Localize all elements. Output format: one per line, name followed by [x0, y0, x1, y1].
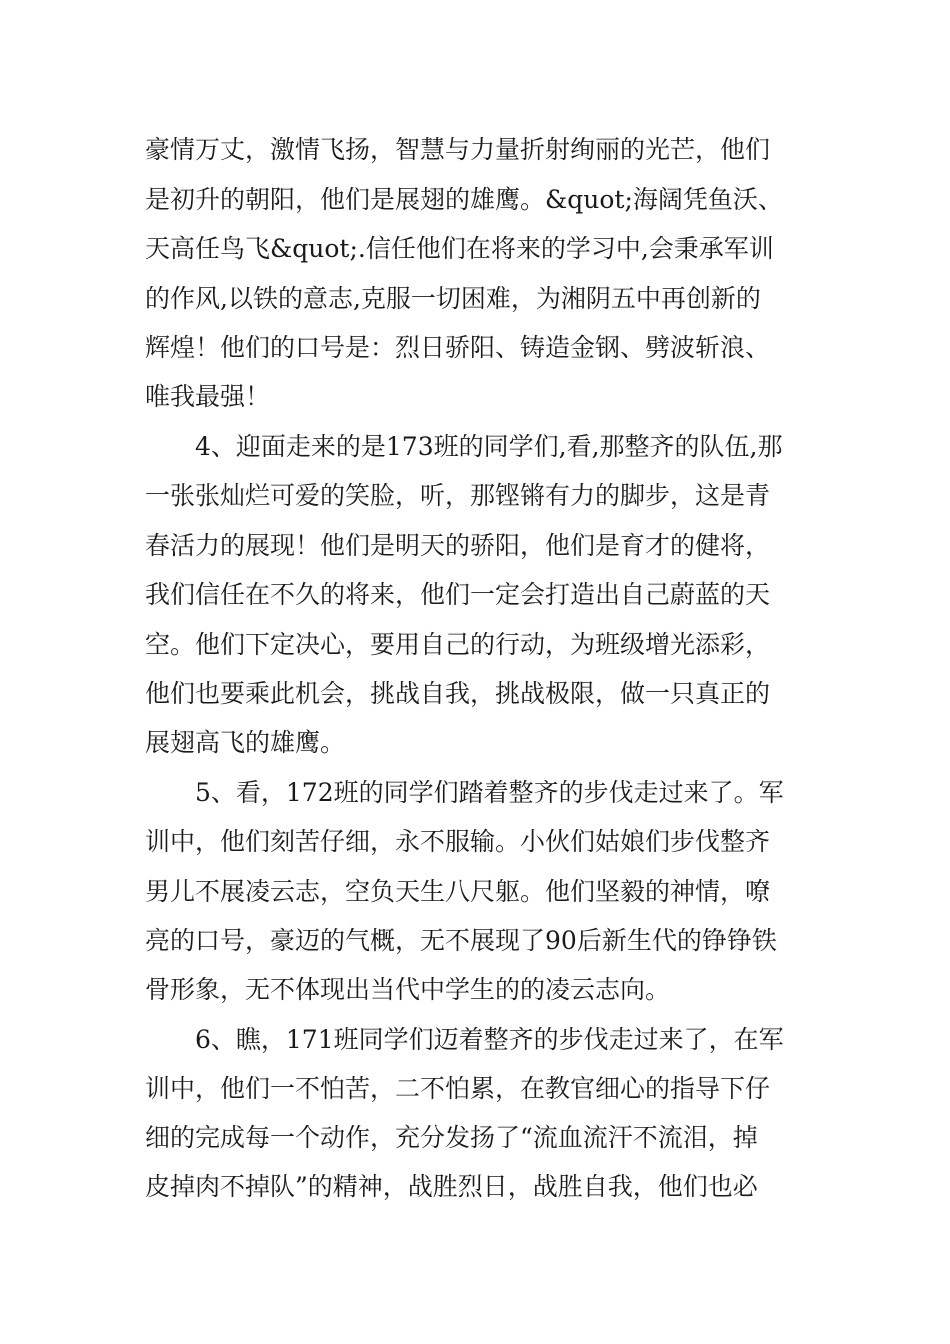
- text-line: 空。他们下定决心，要用自己的行动，为班级增光添彩，: [145, 630, 771, 659]
- text-line: 训中，他们一不怕苦，二不怕累，在教官细心的指导下仔: [145, 1074, 771, 1103]
- text-line: 的作风,以铁的意志,克服一切困难，为湘阴五中再创新的: [145, 284, 761, 313]
- text-line: 展翅高飞的雄鹰。: [145, 728, 346, 757]
- text-line: 辉煌！他们的口号是：烈日骄阳、铸造金钢、劈波斩浪、: [145, 333, 771, 362]
- text-line: 训中，他们刻苦仔细，永不服输。小伙们姑娘们步伐整齐: [145, 827, 771, 856]
- text-line: 骨形象，无不体现出当代中学生的的凌云志向。: [145, 975, 671, 1004]
- paragraph-start-line: 6、瞧，171班同学们迈着整齐的步伐走过来了，在军: [195, 1025, 784, 1054]
- text-line: 一张张灿烂可爱的笑脸，听，那铿锵有力的脚步，这是青: [145, 481, 771, 510]
- text-line: 是初升的朝阳，他们是展翅的雄鹰。&quot;海阔凭鱼沃、: [145, 185, 783, 214]
- text-line: 他们也要乘此机会，挑战自我，挑战极限，做一只真正的: [145, 679, 771, 708]
- text-line: 唯我最强！: [145, 382, 271, 411]
- text-line: 我们信任在不久的将来，他们一定会打造出自己蔚蓝的天: [145, 580, 771, 609]
- text-line: 亮的口号，豪迈的气概，无不展现了90后新生代的铮铮铁: [145, 926, 777, 955]
- text-line: 细的完成每一个动作，充分发扬了“流血流汗不流泪，掉: [145, 1123, 758, 1152]
- text-line: 男儿不展凌云志，空负天生八尺躯。他们坚毅的神情，嘹: [145, 877, 771, 906]
- text-line: 天高任鸟飞&quot;.信任他们在将来的学习中,会秉承军训: [145, 234, 774, 263]
- text-line: 皮掉肉不掉队”的精神，战胜烈日，战胜自我，他们也必: [145, 1172, 758, 1201]
- paragraph-start-line: 4、迎面走来的是173班的同学们,看,那整齐的队伍,那: [195, 432, 783, 461]
- text-line: 春活力的展现！他们是明天的骄阳，他们是育才的健将，: [145, 531, 771, 560]
- paragraph-start-line: 5、看，172班的同学们踏着整齐的步伐走过来了。军: [195, 778, 784, 807]
- text-line: 豪情万丈，激情飞扬，智慧与力量折射绚丽的光芒，他们: [145, 135, 771, 164]
